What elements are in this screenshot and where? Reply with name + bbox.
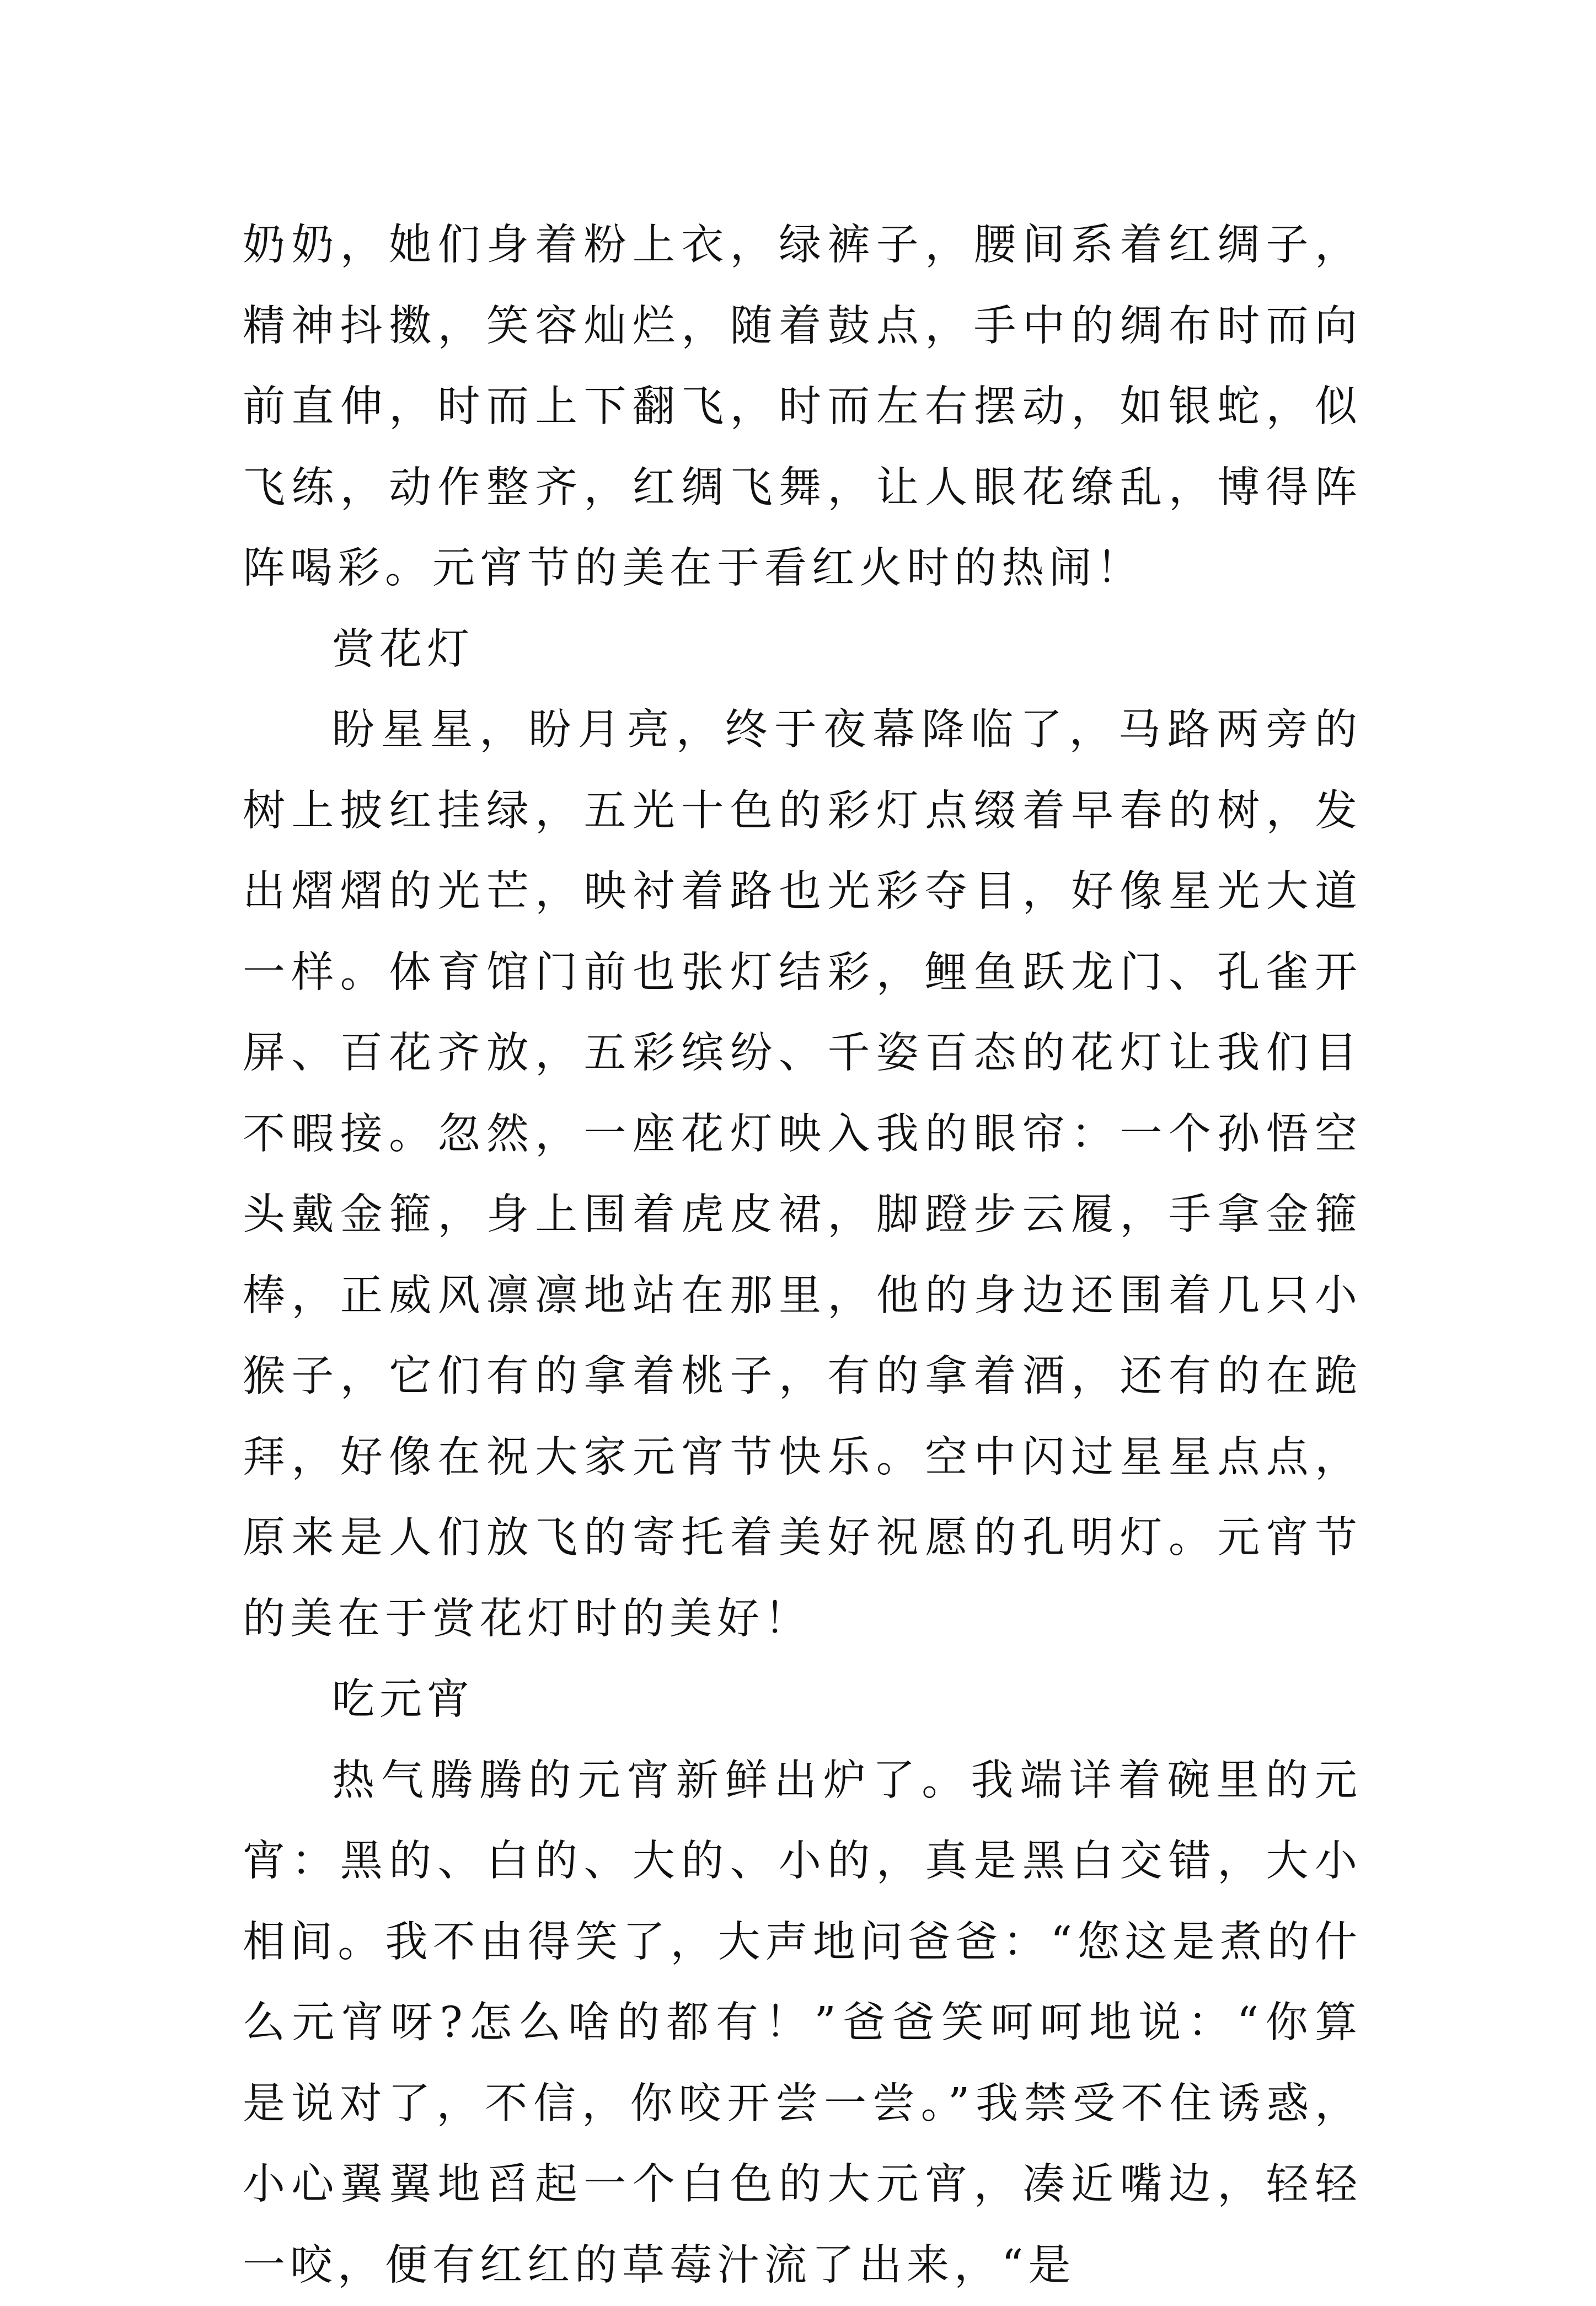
- paragraph-lanterns: 盼星星，盼月亮，终于夜幕降临了，马路两旁的树上披红挂绿，五光十色的彩灯点缀着早春的树，发出熠熠的光芒，映衬着路也光彩夺目，好像星光大道一样。体育馆门前也张灯结彩，鲤鱼跃龙门、孔雀开屏、百花齐放，五彩缤纷、千姿百态的花灯让我们目不暇接。忽然，一座花灯映入我的眼帘：一个孙悟空头戴金箍，身上围着虎皮裙，脚蹬步云履，手拿金箍棒，正威风凛凛地站在那里，他的身边还围着几只小猴子，它们有的拿着桃子，有的拿着酒，还有的在跪拜，好像在祝大家元宵节快乐。空中闪过星星点点，原来是人们放飞的寄托着美好祝愿的孔明灯。元宵节的美在于赏花灯时的美好！: [243, 690, 1362, 1660]
- section-heading-lanterns: 赏花灯: [243, 609, 1362, 691]
- section-heading-yuanxiao: 吃元宵: [243, 1660, 1362, 1741]
- document-body: [243, 205, 1362, 2306]
- paragraph-yangge: 奶奶，她们身着粉上衣，绿裤子，腰间系着红绸子，精神抖擞，笑容灿烂，随着鼓点，手中的绸布时而向前直伸，时而上下翻飞，时而左右摆动，如银蛇，似飞练，动作整齐，红绸飞舞，让人眼花缭乱，博得阵阵喝彩。元宵节的美在于看红火时的热闹！: [243, 205, 1362, 609]
- paragraph-yuanxiao: 热气腾腾的元宵新鲜出炉了。我端详着碗里的元宵：黑的、白的、大的、小的，真是黑白交错，大小相间。我不由得笑了，大声地问爸爸：“您这是煮的什么元宵呀?怎么啥的都有！”爸爸笑呵呵地说：“你算是说对了，不信，你咬开尝一尝。”我禁受不住诱惑，小心翼翼地舀起一个白色的大元宵，凑近嘴边，轻轻一咬，便有红红的草莓汁流了出来，“是: [243, 1741, 1362, 2306]
